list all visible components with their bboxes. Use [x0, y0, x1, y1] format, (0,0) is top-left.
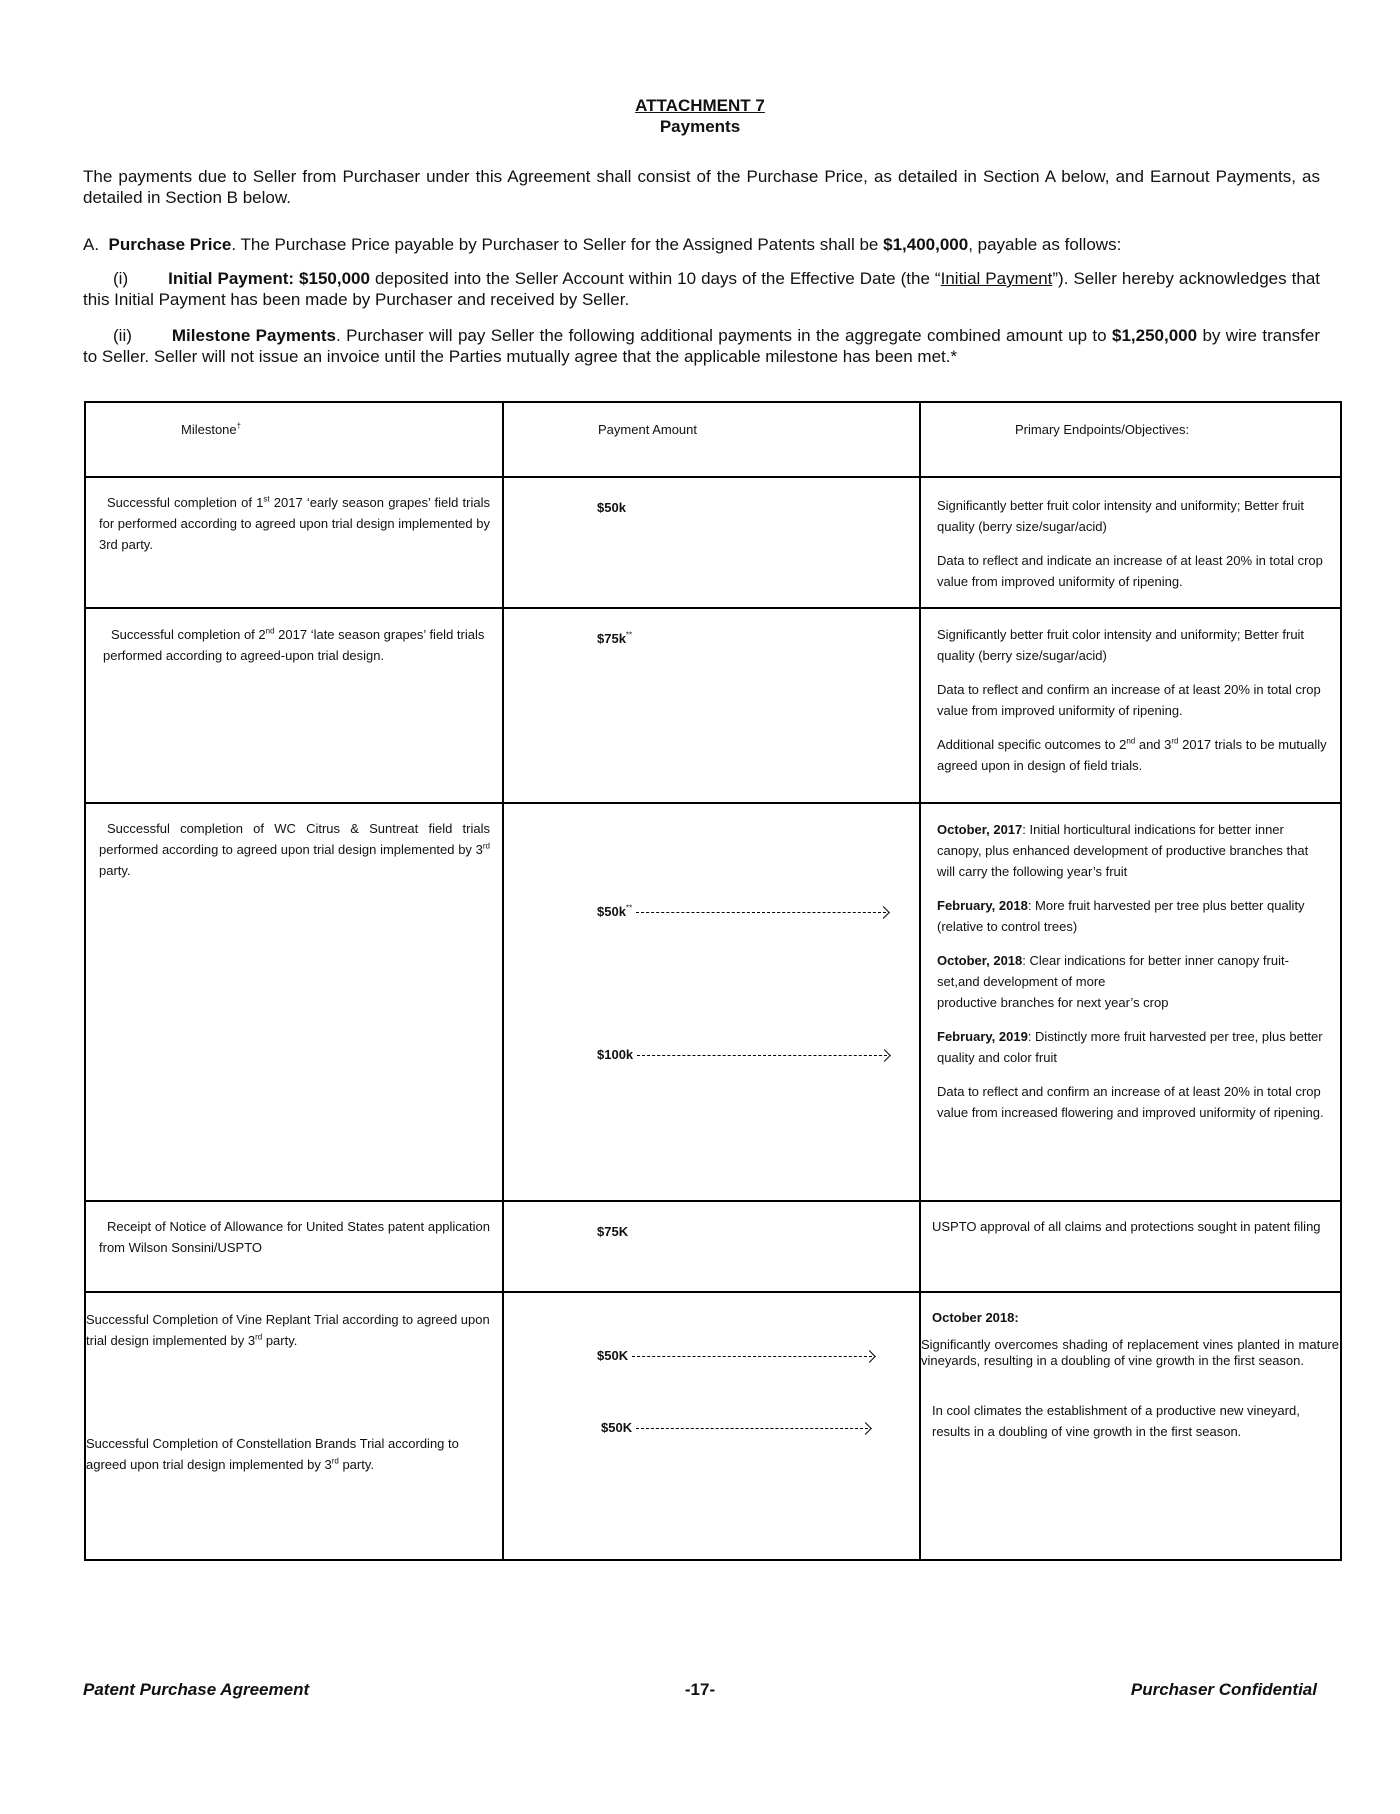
- endpoints-cell: [920, 477, 1341, 608]
- section-a-paragraph: [83, 234, 1320, 255]
- footer-right: Purchaser Confidential: [1130, 1680, 1317, 1699]
- milestone-sup: rd: [331, 1456, 339, 1466]
- table-row: [85, 1292, 1341, 1560]
- milestone-text: [99, 1216, 490, 1258]
- milestone-text-b: party.: [99, 863, 131, 878]
- endpoint-date: October 2018:: [932, 1310, 1019, 1325]
- endpoint-item: [937, 1026, 1329, 1068]
- milestone-cell: [85, 1292, 503, 1560]
- milestone-table: [84, 401, 1342, 1561]
- endpoints-cell: [920, 803, 1341, 1201]
- endpoint-text: : More fruit harvested per tree plus better quality (relative to control trees): [937, 898, 1305, 934]
- payment-amount-mark: **: [625, 630, 633, 640]
- intro-paragraph: The payments due to Seller from Purchaser under this Agreement shall consist of the Purchase Price, as detailed in Section A below, and Earnout Payments, as detailed in Section B below.: [83, 167, 1320, 207]
- milestone-text-b: party.: [338, 1457, 375, 1472]
- milestone-text-a: Successful Completion of Vine Replant Trial according to agreed upon trial design implemented by 3: [86, 1312, 490, 1348]
- endpoints-text: [932, 1216, 1324, 1250]
- milestone-text: [99, 818, 490, 881]
- milestone-text: [86, 1433, 496, 1475]
- endpoint-date: February, 2018: [937, 898, 1028, 913]
- payment-cell: [503, 477, 920, 608]
- payment-amount: [597, 902, 886, 922]
- arrow-right-icon: [632, 1356, 872, 1357]
- footer-left: Patent Purchase Agreement: [83, 1680, 310, 1699]
- endpoint-text: productive branches for next year’s crop: [937, 995, 1169, 1010]
- endpoints-cell: [920, 1201, 1341, 1292]
- payment-amount-value: $50k: [597, 904, 626, 919]
- payment-amount-mark: **: [625, 903, 633, 913]
- endpoint-sup: nd: [1126, 736, 1136, 746]
- milestone-payments-number: (ii): [113, 326, 132, 345]
- milestone-sup: rd: [482, 841, 490, 851]
- payment-amount: [597, 629, 632, 649]
- milestone-sup: st: [263, 494, 270, 504]
- header-milestone-cell: [85, 402, 503, 477]
- arrow-right-icon: [636, 912, 886, 913]
- endpoint-text: : Distinctly more fruit harvested per tree, plus better quality and color fruit: [937, 1029, 1323, 1065]
- table-row: [85, 608, 1341, 803]
- milestone-cell: [85, 803, 503, 1201]
- milestone-text-b: party.: [262, 1333, 298, 1348]
- initial-payment-heading: Initial Payment: $150,000: [168, 269, 370, 288]
- endpoint-item: [937, 950, 1329, 1013]
- payment-cell: [503, 803, 920, 1201]
- section-a-text: . The Purchase Price payable by Purchaser to Seller for the Assigned Patents shall be: [231, 235, 884, 254]
- milestone-text-b: 2017 ‘late season grapes’ field trials performed according to agreed-upon trial design.: [103, 627, 485, 663]
- header-milestone: [181, 420, 241, 440]
- milestone-payments-text: . Purchaser will pay Seller the following additional payments in the aggregate combined amount up to: [336, 326, 1112, 345]
- endpoint-text: : Clear indications for better inner canopy fruit-set,and development of more: [937, 953, 1289, 989]
- endpoint-text-c: 2017 trials to be mutually agreed upon in design of field trials.: [937, 737, 1327, 773]
- table-header-row: [85, 402, 1341, 477]
- payment-amount: [597, 1346, 872, 1366]
- attachment-heading: ATTACHMENT 7: [635, 96, 765, 115]
- milestone-payments-text-end: by wire transfer to Seller. Seller will not issue an invoice until the Parties mutually agree that the applicable milestone has been met.*: [83, 326, 1320, 366]
- payment-amount-value: $50K: [601, 1420, 633, 1435]
- milestone-text-a: Successful Completion of Constellation Brands Trial according to agreed upon trial design implemented by 3: [86, 1436, 459, 1472]
- arrow-right-icon: [636, 1428, 868, 1429]
- milestone-payments-paragraph: [83, 325, 1320, 367]
- page-number: -17-: [684, 1680, 716, 1699]
- payment-cell: [503, 608, 920, 803]
- attachment-subtitle: Payments: [659, 117, 741, 136]
- purchase-price-amount: $1,400,000: [883, 235, 969, 254]
- payment-cell: [503, 1201, 920, 1292]
- milestone-cell: [85, 1201, 503, 1292]
- milestone-text-a: Successful completion of WC Citrus & Suntreat field trials performed according to agreed upon trial design implemented by 3: [99, 821, 490, 857]
- milestone-text: [103, 624, 493, 666]
- section-a-heading: Purchase Price: [108, 235, 232, 254]
- section-a-text-end: , payable as follows:: [968, 235, 1122, 254]
- payment-amount-value: $50K: [597, 1348, 629, 1363]
- endpoint-date: February, 2019: [937, 1029, 1028, 1044]
- header-payment-cell: [503, 402, 920, 477]
- milestone-sup: rd: [255, 1332, 263, 1342]
- endpoint-item: Significantly better fruit color intensity and uniformity; Better fruit quality (berry size/sugar/acid): [937, 627, 1305, 663]
- endpoints-text: [937, 624, 1329, 789]
- endpoint-date: October, 2017: [937, 822, 1023, 837]
- payment-amount: $50k: [597, 500, 626, 515]
- payment-amount: [597, 1045, 887, 1065]
- page-title: [0, 95, 1400, 137]
- endpoint-item: Significantly better fruit color intensity and uniformity; Better fruit quality (berry size/sugar/acid): [937, 498, 1305, 534]
- payment-amount: [601, 1418, 868, 1438]
- milestone-text-a: Successful completion of 1: [107, 495, 264, 510]
- payment-amount-value: $100k: [597, 1047, 634, 1062]
- initial-payment-text: deposited into the Seller Account within 10 days of the Effective Date (the “: [369, 269, 941, 288]
- initial-payment-defined-term: Initial Payment: [940, 269, 1053, 288]
- header-milestone-label: Milestone: [181, 422, 237, 437]
- arrow-right-icon: [637, 1055, 887, 1056]
- payment-cell: [503, 1292, 920, 1560]
- milestone-payments-heading: Milestone Payments: [171, 326, 336, 345]
- endpoint-item: [937, 819, 1329, 882]
- initial-payment-text-end: ”). Seller hereby acknowledges that this Initial Payment has been made by Purchaser and received by Seller.: [83, 269, 1320, 309]
- table-row: [85, 1201, 1341, 1292]
- endpoint-date: October, 2018: [937, 953, 1023, 968]
- endpoints-text: [937, 495, 1329, 605]
- milestone-cell: [85, 477, 503, 608]
- milestone-text-a: Receipt of Notice of Allowance for United States patent application from Wilson Sonsini/USPTO: [99, 1219, 490, 1255]
- endpoint-item: In cool climates the establishment of a productive new vineyard, results in a doubling of vine growth in the first season.: [932, 1403, 1300, 1439]
- section-a-label: A.: [83, 235, 100, 254]
- endpoints-cell: [920, 1292, 1341, 1560]
- milestone-text-b: 2017 ‘early season grapes’ field trials for performed according to agreed upon trial design implemented by 3rd party.: [99, 495, 491, 552]
- payment-amount-value: $75k: [597, 631, 626, 646]
- endpoint-item: Significantly overcomes shading of replacement vines planted in mature vineyards, resulting in a doubling of vine growth in the first season.: [921, 1337, 1339, 1368]
- table-row: [85, 477, 1341, 608]
- endpoint-text: : Initial horticultural indications for better inner canopy, plus enhanced development of productive branches that will carry the following year’s fruit: [937, 822, 1309, 879]
- milestone-text: [86, 1309, 496, 1351]
- endpoint-item: Data to reflect and confirm an increase of at least 20% in total crop value from increased flowering and improved uniformity of ripening.: [937, 1084, 1324, 1120]
- milestone-text: [99, 492, 490, 555]
- header-milestone-mark: †: [236, 421, 242, 431]
- endpoints-cell: [920, 608, 1341, 803]
- milestone-sup: nd: [265, 626, 275, 636]
- header-endpoints: Primary Endpoints/Objectives:: [1015, 422, 1190, 437]
- endpoint-item: [937, 895, 1329, 937]
- header-payment: Payment Amount: [598, 422, 697, 437]
- endpoint-text-a: Additional specific outcomes to 2: [937, 737, 1127, 752]
- table-row: [85, 803, 1341, 1201]
- endpoint-item: USPTO approval of all claims and protections sought in patent filing: [932, 1219, 1321, 1234]
- endpoint-item: [937, 734, 1329, 776]
- milestone-payments-amount: $1,250,000: [1112, 326, 1198, 345]
- milestone-cell: [85, 608, 503, 803]
- endpoint-sup: rd: [1171, 736, 1179, 746]
- endpoints-text: [937, 819, 1329, 1136]
- initial-payment-paragraph: [83, 268, 1320, 310]
- endpoint-item: Data to reflect and confirm an increase of at least 20% in total crop value from improved uniformity of ripening.: [937, 682, 1321, 718]
- endpoint-item: Data to reflect and indicate an increase of at least 20% in total crop value from improved uniformity of ripening.: [937, 553, 1323, 589]
- initial-payment-number: (i): [113, 269, 129, 288]
- milestone-text-a: Successful completion of 2: [111, 627, 266, 642]
- endpoint-text-b: and 3: [1135, 737, 1172, 752]
- header-endpoints-cell: [920, 402, 1341, 477]
- payment-amount: $75K: [597, 1224, 629, 1239]
